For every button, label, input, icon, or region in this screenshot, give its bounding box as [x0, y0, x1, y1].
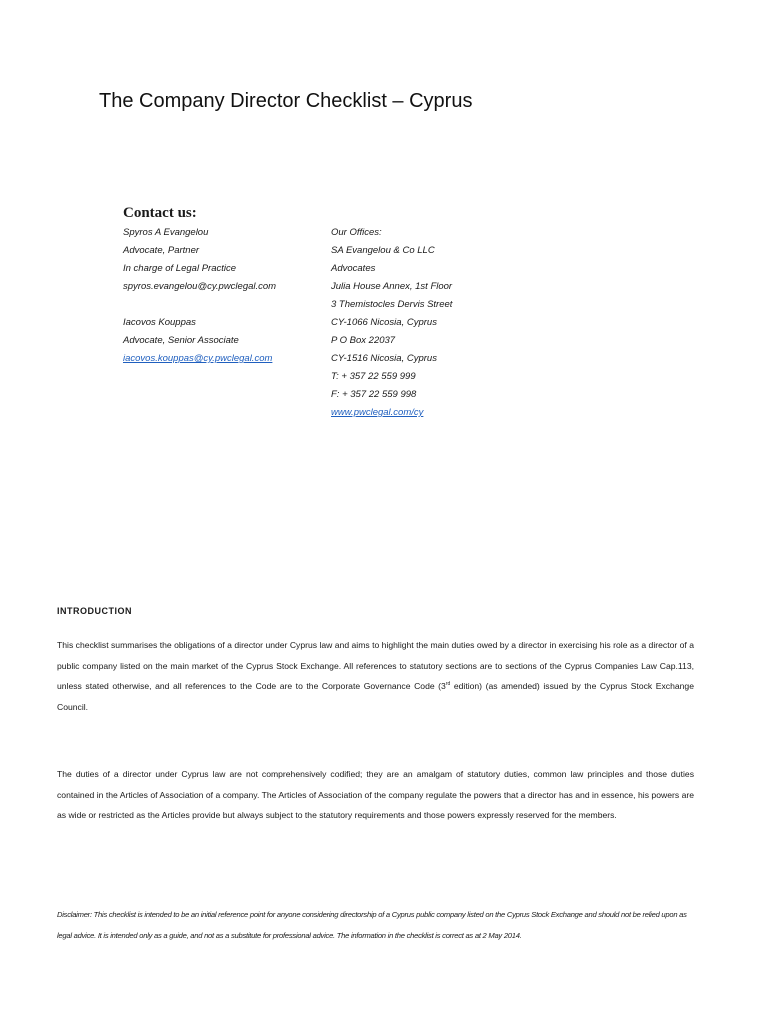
intro-paragraph-2: The duties of a director under Cyprus law are not comprehensively codified; they are an amalgam of statutory duties, common law principles and those duties contained in the Articles of Association of a company. The Articles of Association of the company regulate the powers that a director has and in essence, his powers are as wide or restricted as the Articles provide but always subject to the statutory requirements and those powers expressly reserved for the members.	[57, 769, 694, 820]
office-line: Advocates	[331, 263, 376, 274]
office-fax: F: + 357 22 559 998	[331, 389, 417, 400]
website-link[interactable]: www.pwclegal.com/cy	[331, 407, 424, 418]
contact-email: spyros.evangelou@cy.pwclegal.com	[123, 281, 277, 292]
office-phone: T: + 357 22 559 999	[331, 371, 416, 382]
superscript: rd	[445, 681, 451, 688]
offices-label: Our Offices:	[331, 227, 382, 238]
section-heading: INTRODUCTION	[57, 606, 132, 616]
office-address	[331, 224, 571, 422]
contact-role: Advocate, Senior Associate	[123, 335, 239, 346]
contact-name: Spyros A Evangelou	[123, 227, 209, 238]
office-line: SA Evangelou & Co LLC	[331, 245, 435, 256]
office-line: CY-1066 Nicosia, Cyprus	[331, 317, 437, 328]
office-line: CY-1516 Nicosia, Cyprus	[331, 353, 437, 364]
office-line: P O Box 22037	[331, 335, 396, 346]
contact-heading: Contact us:	[123, 205, 197, 221]
contact-role: Advocate, Partner	[123, 245, 200, 256]
office-line: Julia House Annex, 1st Floor	[331, 281, 453, 292]
document-title: The Company Director Checklist – Cyprus	[99, 90, 473, 112]
disclaimer: Disclaimer: This checklist is intended to be an initial reference point for anyone considering directorship of a Cyprus public company listed on the Cyprus Stock Exchange and should not be relied upon as legal advice. It is intended only as a guide, and not as a substitute for professional advice. The information in the checklist is correct as at 2 May 2014.	[57, 910, 687, 940]
office-line: 3 Themistocles Dervis Street	[331, 299, 453, 310]
contact-name: Iacovos Kouppas	[123, 317, 196, 328]
intro-paragraph-1	[57, 635, 694, 717]
contact-charge: In charge of Legal Practice	[123, 263, 237, 274]
paragraph-text: edition) (as amended) issued by the Cyprus Stock Exchange Council.	[57, 681, 694, 712]
contact-email-link[interactable]: iacovos.kouppas@cy.pwclegal.com	[123, 353, 273, 364]
spacer	[123, 296, 323, 314]
contact-people	[123, 224, 323, 368]
paragraph-text: This checklist summarises the obligations of a director under Cyprus law and aims to highlight the main duties owed by a director in exercising his role as a director of a public company listed on the main market of the Cyprus Stock Exchange. All references to statutory sections are to sections of the Cyprus Companies Law Cap.113, unless stated otherwise, and all references to the Code are to the Corporate Governance Code (3	[57, 640, 694, 691]
